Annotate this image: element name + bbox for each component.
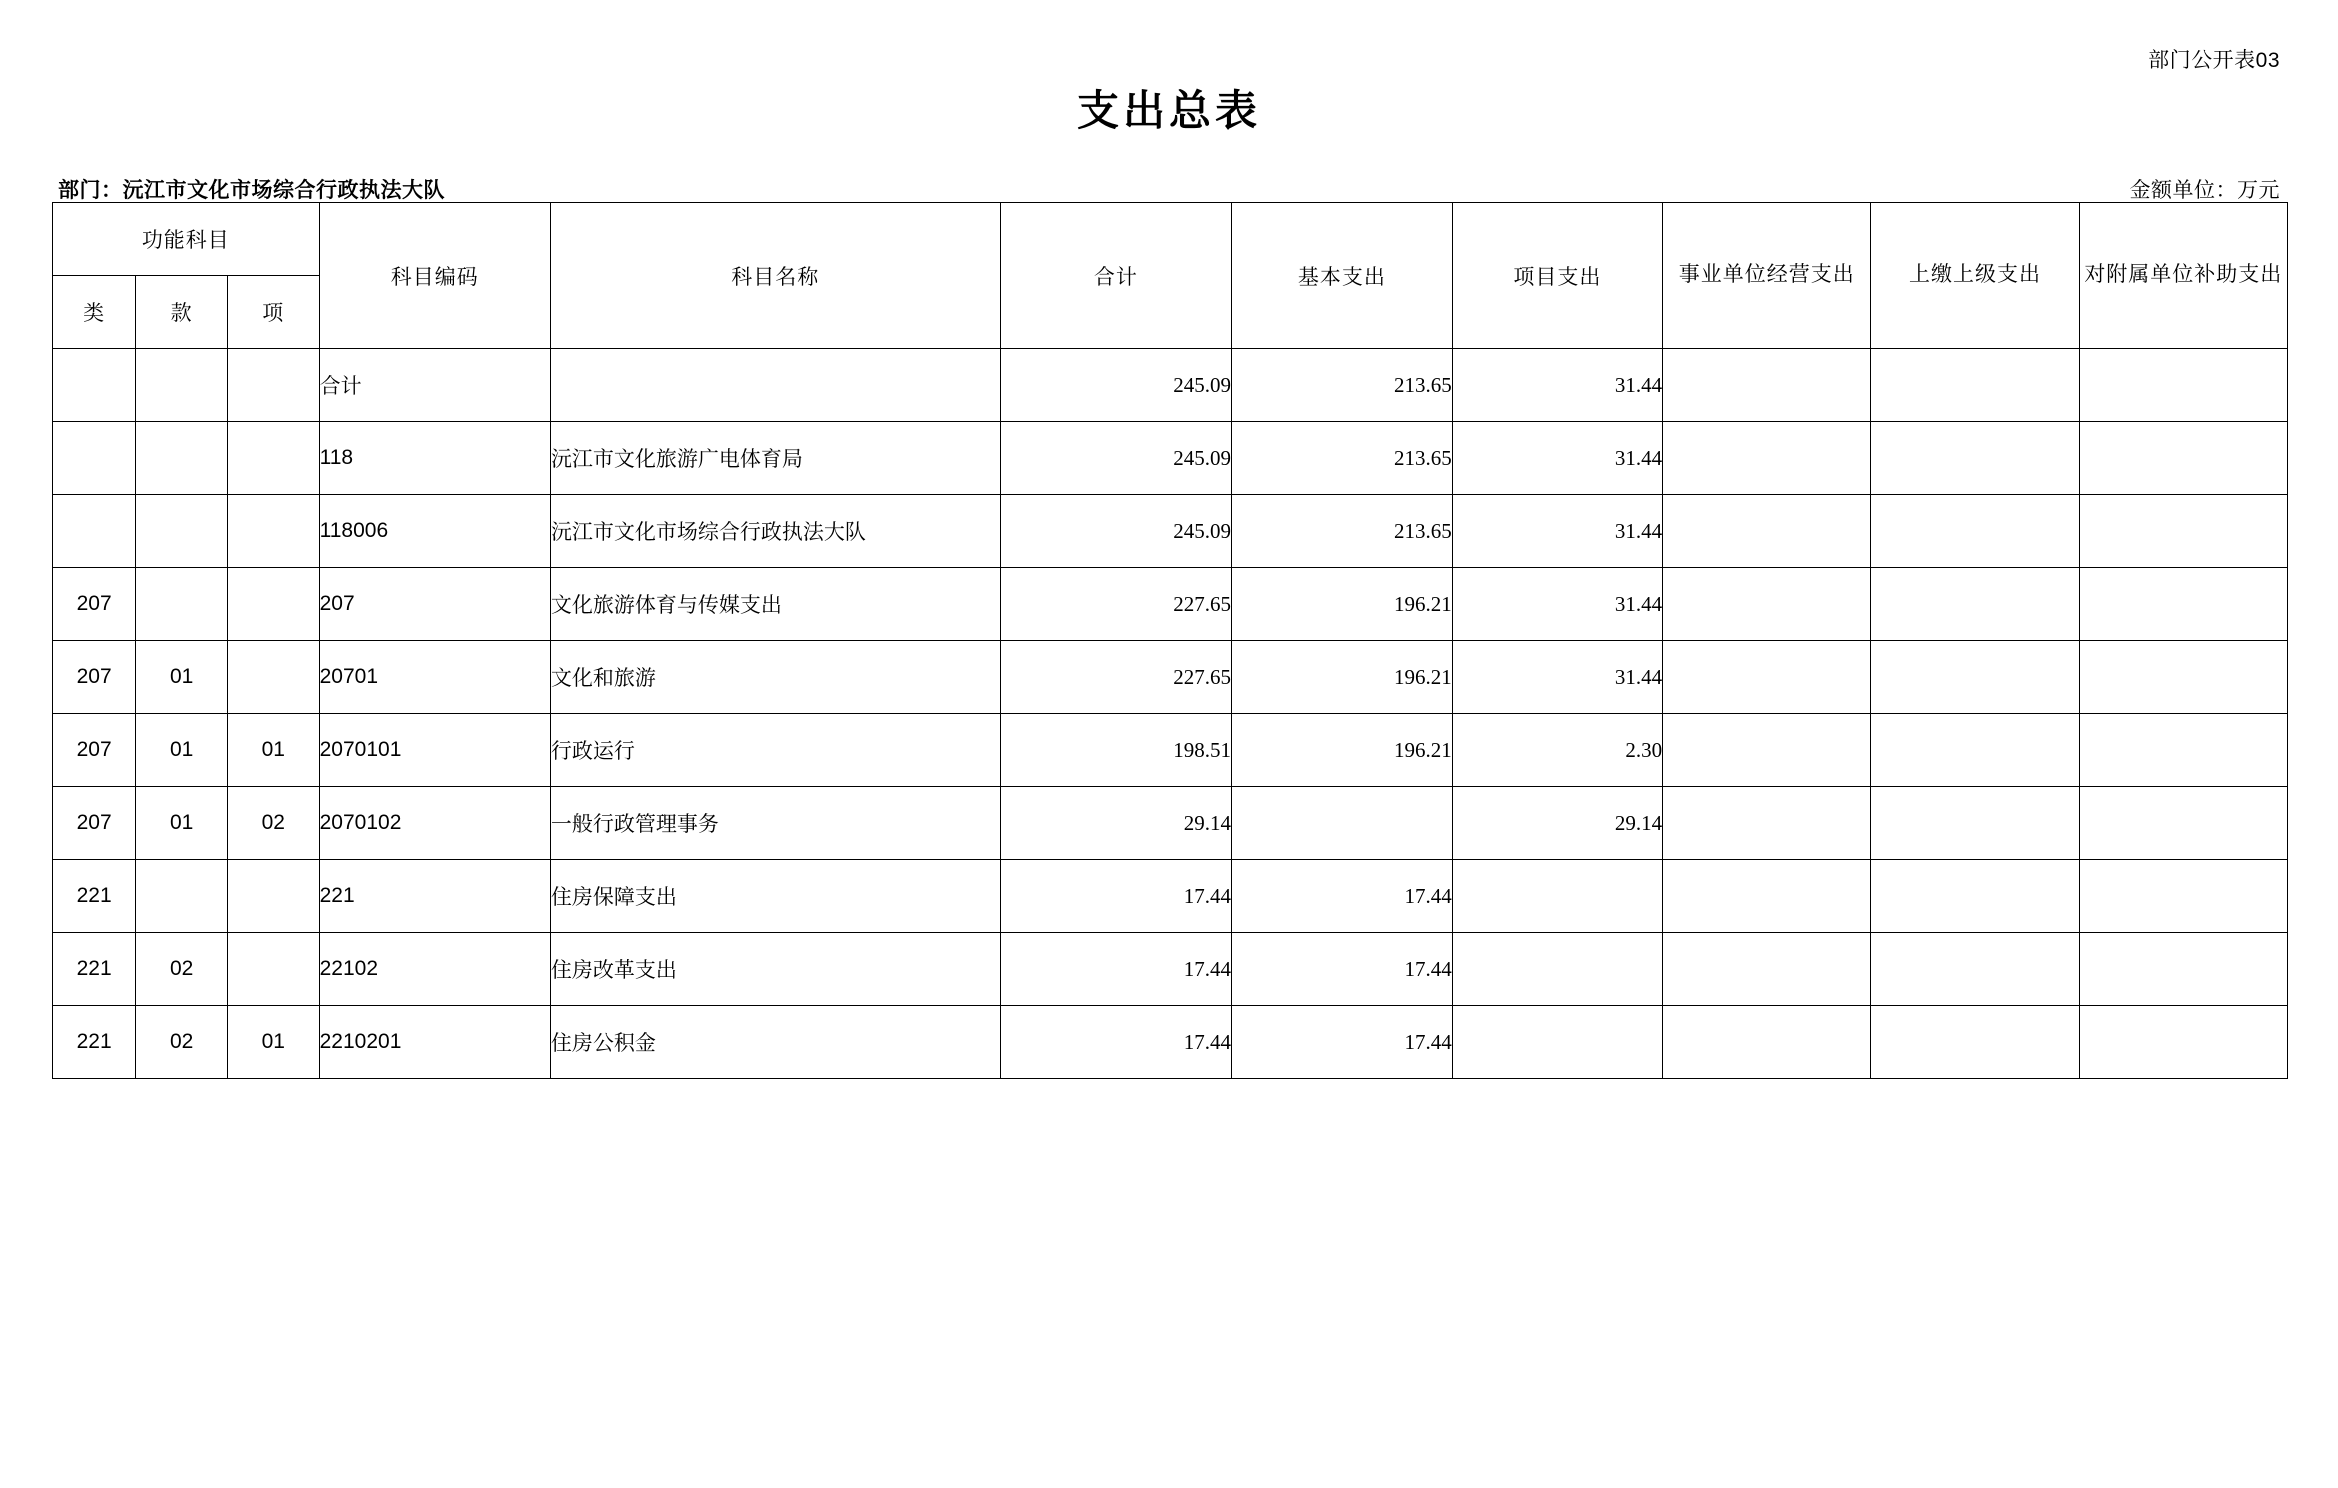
cell-xiang — [227, 860, 319, 933]
table-row — [53, 1006, 2288, 1079]
cell-lei: 221 — [53, 933, 136, 1006]
cell-business — [1663, 933, 1871, 1006]
cell-lei: 207 — [53, 568, 136, 641]
cell-total: 17.44 — [1000, 860, 1231, 933]
cell-lei: 207 — [53, 787, 136, 860]
cell-upper — [1871, 933, 2079, 1006]
cell-name: 文化和旅游 — [550, 641, 1000, 714]
department-label: 部门：沅江市文化市场综合行政执法大队 — [58, 179, 445, 202]
cell-project: 31.44 — [1452, 349, 1662, 422]
header-basic-expenditure: 基本支出 — [1231, 203, 1452, 349]
cell-lei — [53, 349, 136, 422]
expenditure-summary-table — [52, 202, 2288, 1079]
cell-subsidy — [2079, 933, 2287, 1006]
cell-total: 198.51 — [1000, 714, 1231, 787]
cell-subsidy — [2079, 422, 2287, 495]
cell-code: 合计 — [319, 349, 550, 422]
table-row — [53, 641, 2288, 714]
cell-kuan — [136, 349, 228, 422]
cell-total: 17.44 — [1000, 1006, 1231, 1079]
cell-name — [550, 349, 1000, 422]
cell-project — [1452, 1006, 1662, 1079]
cell-code: 118006 — [319, 495, 550, 568]
cell-project — [1452, 860, 1662, 933]
cell-subsidy — [2079, 495, 2287, 568]
header-upper-level-expenditure: 上缴上级支出 — [1871, 203, 2079, 349]
cell-business — [1663, 422, 1871, 495]
cell-subsidy — [2079, 568, 2287, 641]
header-subsidy-expenditure: 对附属单位补助支出 — [2079, 203, 2287, 349]
cell-kuan — [136, 422, 228, 495]
header-xiang: 项 — [227, 276, 319, 349]
cell-xiang: 01 — [227, 1006, 319, 1079]
cell-code: 22102 — [319, 933, 550, 1006]
cell-xiang — [227, 641, 319, 714]
table-row — [53, 714, 2288, 787]
cell-xiang — [227, 349, 319, 422]
cell-name: 住房保障支出 — [550, 860, 1000, 933]
cell-upper — [1871, 495, 2079, 568]
header-name: 科目名称 — [550, 203, 1000, 349]
cell-subsidy — [2079, 349, 2287, 422]
cell-lei: 207 — [53, 641, 136, 714]
cell-project: 31.44 — [1452, 568, 1662, 641]
cell-upper — [1871, 422, 2079, 495]
form-number-note: 部门公开表03 — [2148, 49, 2280, 72]
cell-business — [1663, 714, 1871, 787]
cell-basic: 213.65 — [1231, 422, 1452, 495]
cell-kuan: 01 — [136, 787, 228, 860]
cell-upper — [1871, 860, 2079, 933]
cell-kuan: 02 — [136, 933, 228, 1006]
cell-xiang: 02 — [227, 787, 319, 860]
cell-code: 2070102 — [319, 787, 550, 860]
cell-business — [1663, 495, 1871, 568]
cell-upper — [1871, 349, 2079, 422]
table-header-row-1 — [53, 203, 2288, 276]
header-function-subject: 功能科目 — [53, 203, 320, 276]
page-title: 支出总表 — [1076, 87, 1261, 134]
cell-business — [1663, 349, 1871, 422]
cell-name: 一般行政管理事务 — [550, 787, 1000, 860]
cell-basic: 196.21 — [1231, 641, 1452, 714]
cell-subsidy — [2079, 860, 2287, 933]
table-row — [53, 422, 2288, 495]
cell-basic — [1231, 787, 1452, 860]
cell-lei — [53, 422, 136, 495]
cell-project: 31.44 — [1452, 495, 1662, 568]
table-row — [53, 860, 2288, 933]
cell-code: 118 — [319, 422, 550, 495]
cell-name: 住房改革支出 — [550, 933, 1000, 1006]
table-row — [53, 349, 2288, 422]
cell-total: 17.44 — [1000, 933, 1231, 1006]
cell-upper — [1871, 714, 2079, 787]
cell-kuan — [136, 860, 228, 933]
cell-code: 2070101 — [319, 714, 550, 787]
cell-xiang — [227, 568, 319, 641]
cell-business — [1663, 787, 1871, 860]
cell-kuan: 01 — [136, 641, 228, 714]
cell-upper — [1871, 641, 2079, 714]
cell-xiang: 01 — [227, 714, 319, 787]
cell-name: 行政运行 — [550, 714, 1000, 787]
cell-kuan — [136, 495, 228, 568]
cell-subsidy — [2079, 1006, 2287, 1079]
table-row — [53, 568, 2288, 641]
cell-xiang — [227, 422, 319, 495]
table-header — [53, 203, 2288, 349]
cell-total: 227.65 — [1000, 641, 1231, 714]
meta-row — [0, 174, 2338, 204]
cell-business — [1663, 1006, 1871, 1079]
table-row — [53, 787, 2288, 860]
cell-upper — [1871, 787, 2079, 860]
table-row — [53, 495, 2288, 568]
cell-lei: 207 — [53, 714, 136, 787]
table-row — [53, 933, 2288, 1006]
cell-business — [1663, 568, 1871, 641]
cell-basic: 17.44 — [1231, 1006, 1452, 1079]
header-project-expenditure: 项目支出 — [1452, 203, 1662, 349]
cell-basic: 196.21 — [1231, 714, 1452, 787]
amount-unit-label: 金额单位：万元 — [2129, 179, 2280, 202]
cell-subsidy — [2079, 787, 2287, 860]
cell-kuan: 02 — [136, 1006, 228, 1079]
cell-name: 沅江市文化市场综合行政执法大队 — [550, 495, 1000, 568]
cell-upper — [1871, 1006, 2079, 1079]
cell-project: 29.14 — [1452, 787, 1662, 860]
cell-upper — [1871, 568, 2079, 641]
cell-total: 245.09 — [1000, 422, 1231, 495]
cell-lei — [53, 495, 136, 568]
header-lei: 类 — [53, 276, 136, 349]
cell-kuan: 01 — [136, 714, 228, 787]
cell-basic: 213.65 — [1231, 349, 1452, 422]
cell-project: 31.44 — [1452, 422, 1662, 495]
cell-lei: 221 — [53, 860, 136, 933]
cell-xiang — [227, 933, 319, 1006]
cell-project: 31.44 — [1452, 641, 1662, 714]
cell-name: 沅江市文化旅游广电体育局 — [550, 422, 1000, 495]
cell-code: 2210201 — [319, 1006, 550, 1079]
header-code: 科目编码 — [319, 203, 550, 349]
cell-business — [1663, 641, 1871, 714]
cell-basic: 196.21 — [1231, 568, 1452, 641]
cell-basic: 213.65 — [1231, 495, 1452, 568]
cell-code: 20701 — [319, 641, 550, 714]
header-business-expenditure: 事业单位经营支出 — [1663, 203, 1871, 349]
cell-basic: 17.44 — [1231, 860, 1452, 933]
cell-basic: 17.44 — [1231, 933, 1452, 1006]
cell-lei: 221 — [53, 1006, 136, 1079]
cell-total: 29.14 — [1000, 787, 1231, 860]
cell-total: 227.65 — [1000, 568, 1231, 641]
cell-kuan — [136, 568, 228, 641]
header-kuan: 款 — [136, 276, 228, 349]
cell-code: 221 — [319, 860, 550, 933]
cell-project — [1452, 933, 1662, 1006]
cell-name: 文化旅游体育与传媒支出 — [550, 568, 1000, 641]
cell-business — [1663, 860, 1871, 933]
header-total: 合计 — [1000, 203, 1231, 349]
cell-name: 住房公积金 — [550, 1006, 1000, 1079]
cell-code: 207 — [319, 568, 550, 641]
cell-xiang — [227, 495, 319, 568]
cell-total: 245.09 — [1000, 349, 1231, 422]
cell-total: 245.09 — [1000, 495, 1231, 568]
cell-subsidy — [2079, 714, 2287, 787]
cell-project: 2.30 — [1452, 714, 1662, 787]
cell-subsidy — [2079, 641, 2287, 714]
table-body — [53, 349, 2288, 1079]
